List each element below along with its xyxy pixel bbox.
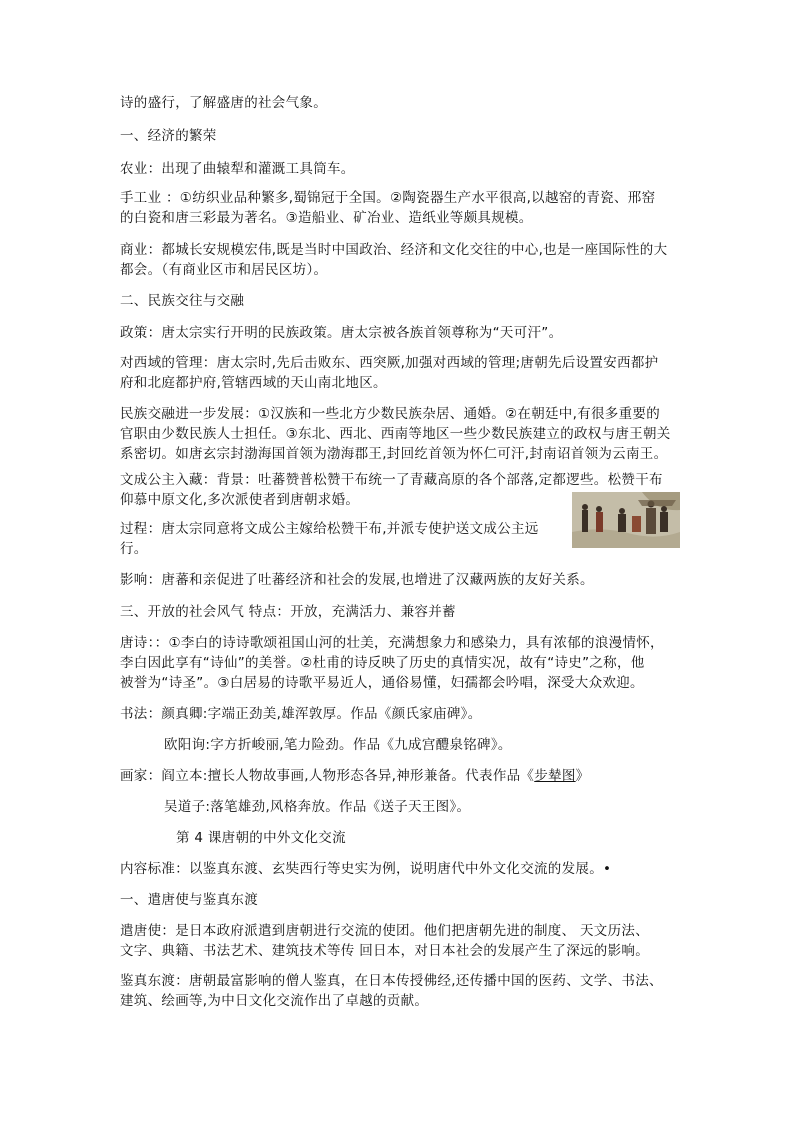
painter-text: 画家：阎立本:擅长人物故事画,人物形态各异,神形兼备。代表作品《 [120, 768, 535, 784]
section-heading: 三、开放的社会风气 特点：开放，充满活力、兼容并蓄 [120, 604, 456, 620]
text-line: 欧阳询:字方折峻丽,笔力险劲。作品《九成宫醴泉铭碑》。 [164, 737, 512, 753]
text-line: 李白因此享有“诗仙”的美誉。②杜甫的诗反映了历史的真情实况，故有“诗史”之称，他 [120, 655, 645, 671]
text-line: 都会。（有商业区市和居民区坊）。 [120, 262, 328, 278]
text-line: 被誉为“诗圣”。③白居易的诗歌平易近人，通俗易懂，妇孺都会吟唱，深受大众欢迎。 [120, 675, 644, 691]
text-line: 农业：出现了曲辕犁和灌溉工具筒车。 [120, 161, 355, 177]
text-line: 诗的盛行，了解盛唐的社会气象。 [120, 95, 327, 111]
text-line: 民族交融进一步发展：①汉族和一些北方少数民族杂居、通婚。②在朝廷中,有很多重要的 [120, 406, 660, 422]
text-line: 文字、典籍、书法艺术、建筑技术等传 回日本，对日本社会的发展产生了深远的影响。 [120, 943, 649, 959]
text-line: 手工业 ：①纺织业品种繁多,蜀锦冠于全国。②陶瓷器生产水平很高,以越窑的青瓷、邢窑 [120, 190, 656, 206]
text-line: 行。 [120, 541, 148, 557]
text-line: 建筑、绘画等,为中日文化交流作出了卓越的贡献。 [120, 993, 429, 1009]
text-line: 系密切。如唐玄宗封渤海国首领为渤海郡王,封回纥首领为怀仁可汗,封南诏首领为云南王。 [120, 446, 668, 462]
text-line: 书法：颜真卿:字端正劲美,雄浑敦厚。作品《颜氏家庙碑》。 [120, 706, 482, 722]
text-line: 商业：都城长安规模宏伟,既是当时中国政治、经济和文化交往的中心,也是一座国际性的大 [120, 242, 668, 258]
text-line: 文成公主入藏：背景：吐蕃赞普松赞干布统一了青藏高原的各个部落,定都逻些。松赞干布 [120, 472, 663, 488]
text-line: 对西域的管理：唐太宗时,先后击败东、西突厥,加强对西域的管理;唐朝先后设置安西都护 [120, 355, 659, 371]
text-line: 官职由少数民族人士担任。③东北、西北、西南等地区一些少数民族建立的政权与唐王朝关 [120, 426, 671, 442]
text-line: 过程：唐太宗同意将文成公主嫁给松赞干布,并派专使护送文成公主远 [120, 521, 539, 537]
text-line: 府和北庭都护府,管辖西域的天山南北地区。 [120, 375, 387, 391]
lesson-title: 第 4 课唐朝的中外文化交流 [176, 830, 346, 846]
painter-text-end: 》 [575, 768, 590, 784]
text-line: 政策：唐太宗实行开明的民族政策。唐太宗被各族首领尊称为“天可汗”。 [120, 325, 563, 341]
text-line [120, 766, 589, 787]
text-line: 的白瓷和唐三彩最为著名。③造船业、矿冶业、造纸业等颇具规模。 [120, 210, 533, 226]
painting-title-link: 步辇图 [534, 768, 576, 784]
painting-image [572, 492, 680, 548]
text-line: 仰慕中原文化,多次派使者到唐朝求婚。 [120, 492, 360, 508]
text-line: 内容标准：以鉴真东渡、玄奘西行等史实为例，说明唐代中外文化交流的发展。• [120, 861, 612, 877]
text-line: 影响：唐蕃和亲促进了吐蕃经济和社会的发展,也增进了汉藏两族的友好关系。 [120, 572, 594, 588]
section-heading: 一、遣唐使与鉴真东渡 [120, 892, 258, 908]
section-heading: 二、民族交往与交融 [120, 293, 245, 309]
text-line: 鉴真东渡：唐朝最富影响的僧人鉴真，在日本传授佛经,还传播中国的医药、文学、书法、 [120, 973, 663, 989]
text-line: 唐诗：：①李白的诗诗歌颂祖国山河的壮美，充满想象力和感染力，具有浓郁的浪漫情怀， [120, 635, 664, 651]
text-line: 遣唐使：是日本政府派遣到唐朝进行交流的使团。他们把唐朝先进的制度、 天文历法、 [120, 923, 649, 939]
section-heading: 一、经济的繁荣 [120, 128, 217, 144]
text-line: 吴道子:落笔雄劲,风格奔放。作品《送子天王图》。 [164, 799, 471, 815]
